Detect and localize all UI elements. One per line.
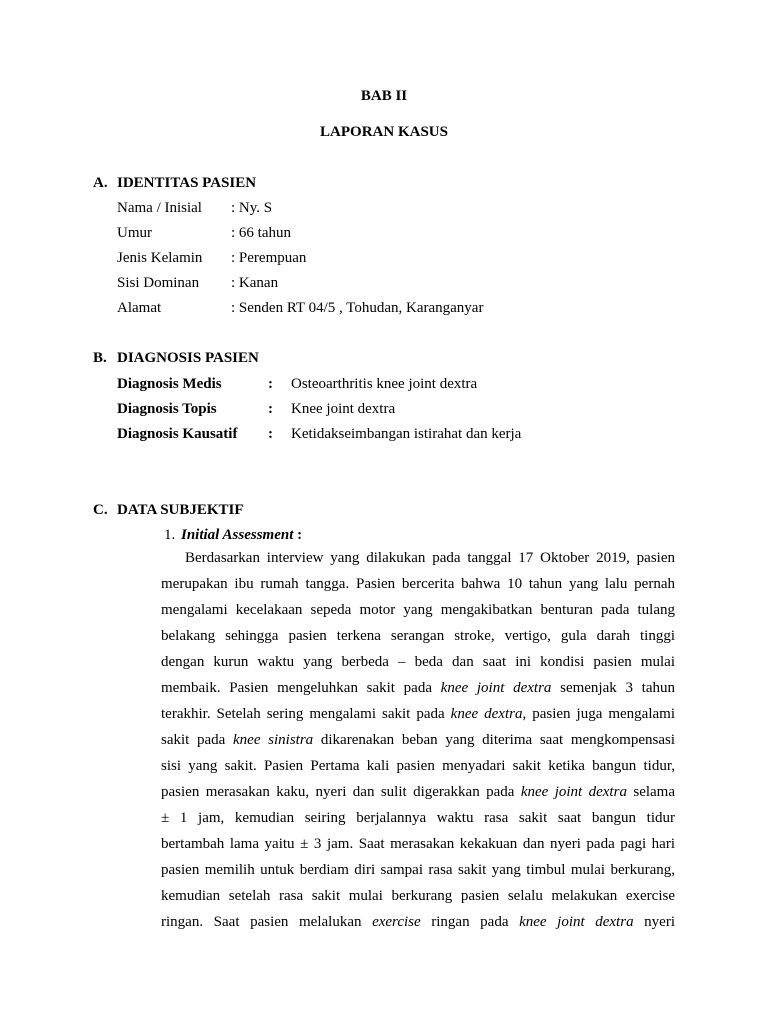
line-text: ± 1 jam, kemudian seiring berjalannya waktu rasa sakit saat bangun tidur xyxy=(161,810,675,826)
line-text: mengalami kecelakaan sepeda motor yang mengakibatkan benturan pada tulang xyxy=(161,602,675,618)
section-a-title: IDENTITAS PASIEN xyxy=(117,175,257,191)
identity-label: Jenis Kelamin xyxy=(117,250,203,266)
line-text: bertambah lama yaitu ± 3 jam. Saat merasakan kekakuan dan nyeri pada pagi hari xyxy=(161,836,675,852)
paragraph-line xyxy=(161,779,675,805)
italic-term: knee joint dextra xyxy=(520,784,627,800)
section-b-title: DIAGNOSIS PASIEN xyxy=(117,350,259,366)
identity-value: : 66 tahun xyxy=(231,225,291,241)
subsection-heading xyxy=(181,527,302,544)
paragraph-line xyxy=(161,831,675,857)
section-a-letter: A. xyxy=(93,175,108,191)
subsection-title: Initial Assessment xyxy=(181,527,294,543)
subsection-number: 1. xyxy=(164,527,176,543)
line-text: pasien merasakan kaku, nyeri dan sulit digerakkan pada xyxy=(161,784,521,800)
italic-term: exercise xyxy=(372,914,421,930)
line-text: merupakan ibu rumah tangga. Pasien bercerita bahwa 10 tahun yang lalu pernah xyxy=(161,576,675,592)
paragraph-line xyxy=(161,597,675,623)
paragraph-line xyxy=(161,909,675,935)
line-text: pasien memilih untuk berdiam diri sampai rasa sakit yang timbul mulai berkurang, xyxy=(161,862,675,878)
diagnosis-label: Diagnosis Kausatif xyxy=(117,426,238,442)
paragraph-line xyxy=(161,805,675,831)
chapter-heading: BAB II xyxy=(360,88,408,104)
diagnosis-colon: : xyxy=(268,426,273,442)
paragraph-line xyxy=(161,545,675,571)
line-text: selama xyxy=(626,784,675,800)
line-text: Berdasarkan interview yang dilakukan pada tanggal 17 Oktober 2019, pasien xyxy=(185,550,675,566)
paragraph-line xyxy=(161,857,675,883)
paragraph-line xyxy=(161,753,675,779)
line-text: sisi yang sakit. Pasien Pertama kali pasien menyadari sakit ketika bangun tidur, xyxy=(161,758,675,774)
section-b-letter: B. xyxy=(93,350,107,366)
line-text: nyeri xyxy=(633,914,675,930)
diagnosis-label: Diagnosis Topis xyxy=(117,401,217,417)
line-text: sakit pada xyxy=(161,732,234,748)
line-text: , pasien juga mengalami xyxy=(522,706,675,722)
identity-value: : Perempuan xyxy=(231,250,307,266)
section-c-title: DATA SUBJEKTIF xyxy=(117,502,244,518)
line-text: belakang sehingga pasien terkena serangan stroke, vertigo, gula darah tinggi xyxy=(161,628,675,644)
line-text: dengan kurun waktu yang berbeda – beda dan saat ini kondisi pasien mulai xyxy=(161,654,675,670)
italic-term: knee dextra xyxy=(450,706,523,722)
assessment-paragraph xyxy=(161,545,675,935)
paragraph-line xyxy=(161,883,675,909)
identity-label: Sisi Dominan xyxy=(117,275,200,291)
italic-term: knee joint dextra xyxy=(519,914,634,930)
diagnosis-value: Knee joint dextra xyxy=(291,401,396,417)
line-text: ringan pada xyxy=(420,914,520,930)
diagnosis-value: Osteoarthritis knee joint dextra xyxy=(291,376,478,392)
italic-term: knee joint dextra xyxy=(440,680,552,696)
diagnosis-colon: : xyxy=(268,401,273,417)
line-text: ringan. Saat pasien melalukan xyxy=(161,914,373,930)
paragraph-line xyxy=(161,571,675,597)
paragraph-line xyxy=(161,675,675,701)
diagnosis-value: Ketidakseimbangan istirahat dan kerja xyxy=(291,426,522,442)
paragraph-line xyxy=(161,701,675,727)
line-text: membaik. Pasien mengeluhkan sakit pada xyxy=(161,680,441,696)
italic-term: knee sinistra xyxy=(233,732,314,748)
identity-value: : Kanan xyxy=(231,275,279,291)
line-text: terakhir. Setelah sering mengalami sakit pada xyxy=(161,706,451,722)
paragraph-line xyxy=(161,727,675,753)
paragraph-line xyxy=(161,649,675,675)
identity-value: : Senden RT 04/5 , Tohudan, Karanganyar xyxy=(231,300,484,316)
line-text: dikarenakan beban yang diterima saat mengkompensasi xyxy=(313,732,675,748)
identity-value: : Ny. S xyxy=(231,200,273,216)
identity-label: Nama / Inisial xyxy=(117,200,202,216)
identity-label: Alamat xyxy=(117,300,162,316)
line-text: kemudian setelah rasa sakit mulai berkurang pasien selalu melakukan exercise xyxy=(161,888,675,904)
report-title: LAPORAN KASUS xyxy=(320,124,448,140)
diagnosis-label: Diagnosis Medis xyxy=(117,376,222,392)
line-text: semenjak 3 tahun xyxy=(551,680,675,696)
diagnosis-colon: : xyxy=(268,376,273,392)
subsection-colon: : xyxy=(293,527,303,543)
section-c-letter: C. xyxy=(93,502,108,518)
paragraph-line xyxy=(161,623,675,649)
identity-label: Umur xyxy=(117,225,152,241)
